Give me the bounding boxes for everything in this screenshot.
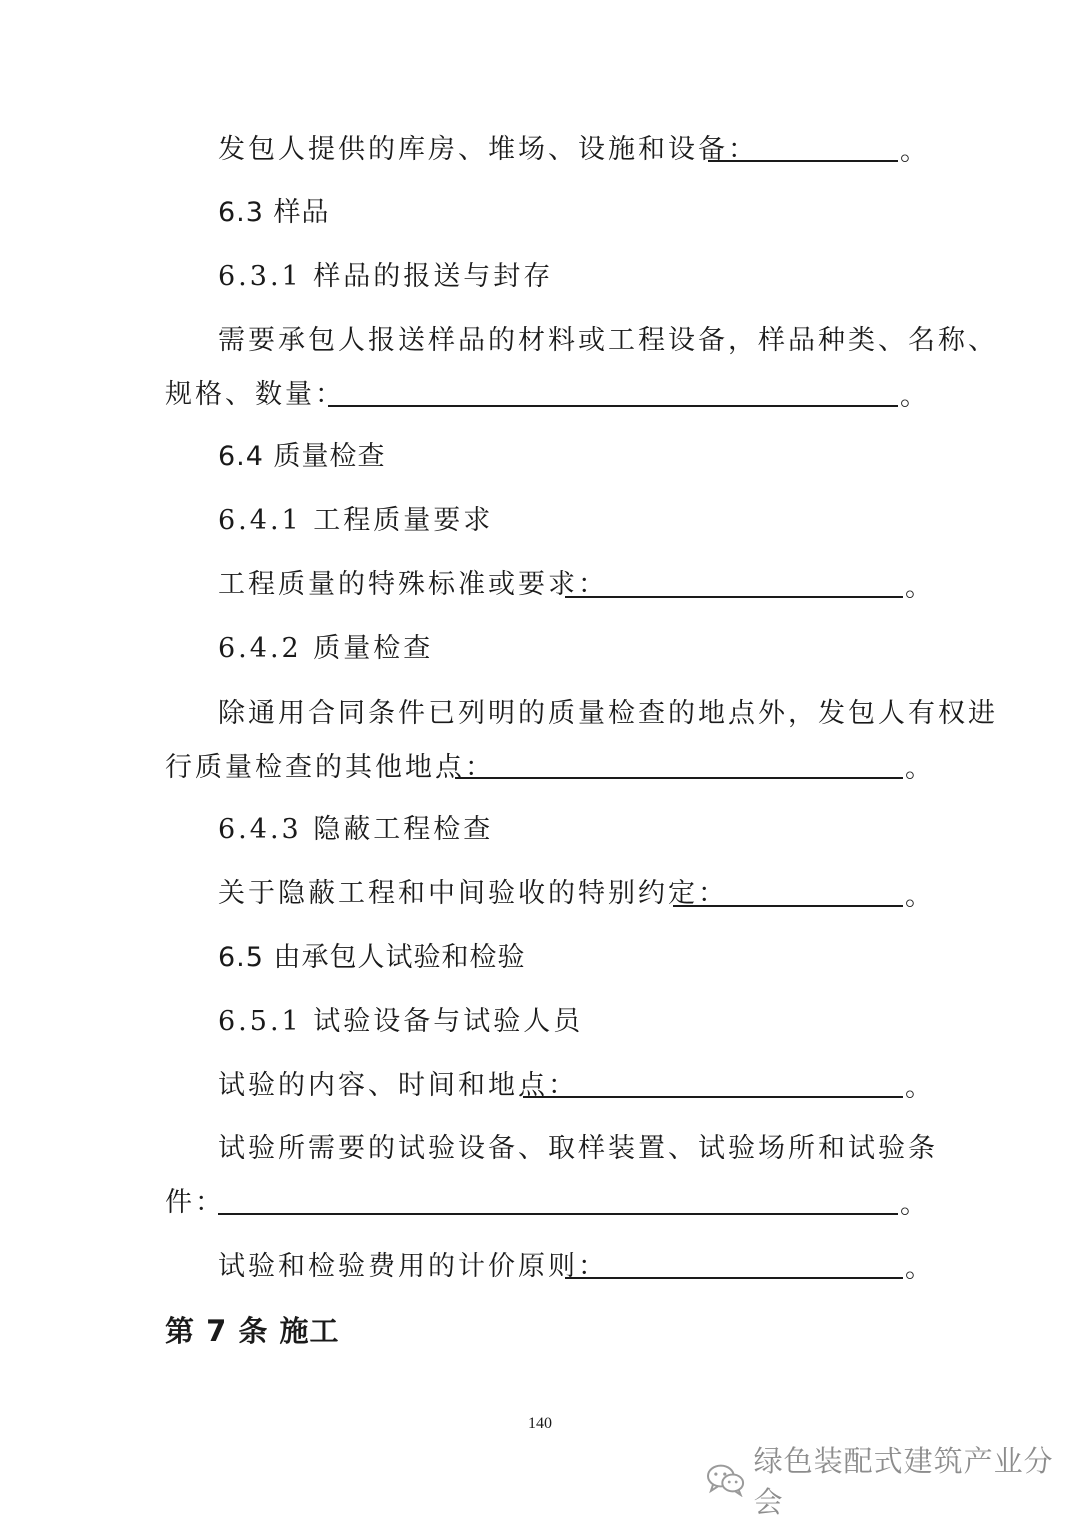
article-heading: 第 7 条 施工 <box>165 1314 340 1348</box>
subsection-heading: 6.4.2 质量检查 <box>218 633 434 664</box>
period-mark: 。 <box>905 1072 932 1103</box>
period-mark: 。 <box>900 381 927 412</box>
section-heading: 6.3 样品 <box>218 197 330 228</box>
text-line: 试验的内容、时间和地点： <box>218 1070 578 1101</box>
fill-in-blank[interactable] <box>565 596 903 598</box>
period-mark: 。 <box>900 136 927 167</box>
period-mark: 。 <box>905 753 932 784</box>
fill-in-blank[interactable] <box>673 905 903 907</box>
subsection-heading: 6.4.3 隐蔽工程检查 <box>218 814 494 845</box>
section-heading: 6.5 由承包人试验和检验 <box>218 942 526 973</box>
fill-in-blank[interactable] <box>455 777 903 779</box>
text-line: 试验所需要的试验设备、取样装置、试验场所和试验条 <box>218 1133 938 1164</box>
text-line: 需要承包人报送样品的材料或工程设备，样品种类、名称、 <box>218 325 998 356</box>
fill-in-blank[interactable] <box>523 1096 903 1098</box>
fill-in-blank[interactable] <box>328 405 898 407</box>
period-mark: 。 <box>905 1253 932 1284</box>
text-line: 关于隐蔽工程和中间验收的特别约定： <box>218 878 728 909</box>
section-heading: 6.4 质量检查 <box>218 441 386 472</box>
text-line: 行质量检查的其他地点： <box>165 752 495 783</box>
wechat-icon <box>706 1463 746 1497</box>
watermark-text: 绿色装配式建筑产业分会 <box>753 1444 1054 1519</box>
period-mark: 。 <box>905 572 932 603</box>
text-line: 发包人提供的库房、堆场、设施和设备： <box>218 134 758 165</box>
text-line: 除通用合同条件已列明的质量检查的地点外，发包人有权进 <box>218 698 998 729</box>
text-line: 件： <box>165 1187 225 1218</box>
subsection-heading: 6.5.1 试验设备与试验人员 <box>218 1006 584 1037</box>
subsection-heading: 6.3.1 样品的报送与封存 <box>218 261 554 292</box>
period-mark: 。 <box>905 881 932 912</box>
page-number: 140 <box>528 1415 552 1432</box>
fill-in-blank[interactable] <box>565 1277 903 1279</box>
text-line: 试验和检验费用的计价原则： <box>218 1251 608 1282</box>
fill-in-blank[interactable] <box>218 1213 898 1215</box>
fill-in-blank[interactable] <box>708 160 898 162</box>
text-line: 工程质量的特殊标准或要求： <box>218 569 608 600</box>
watermark <box>706 1444 1080 1519</box>
subsection-heading: 6.4.1 工程质量要求 <box>218 505 494 536</box>
text-line: 规格、数量： <box>165 379 345 410</box>
period-mark: 。 <box>900 1189 927 1220</box>
